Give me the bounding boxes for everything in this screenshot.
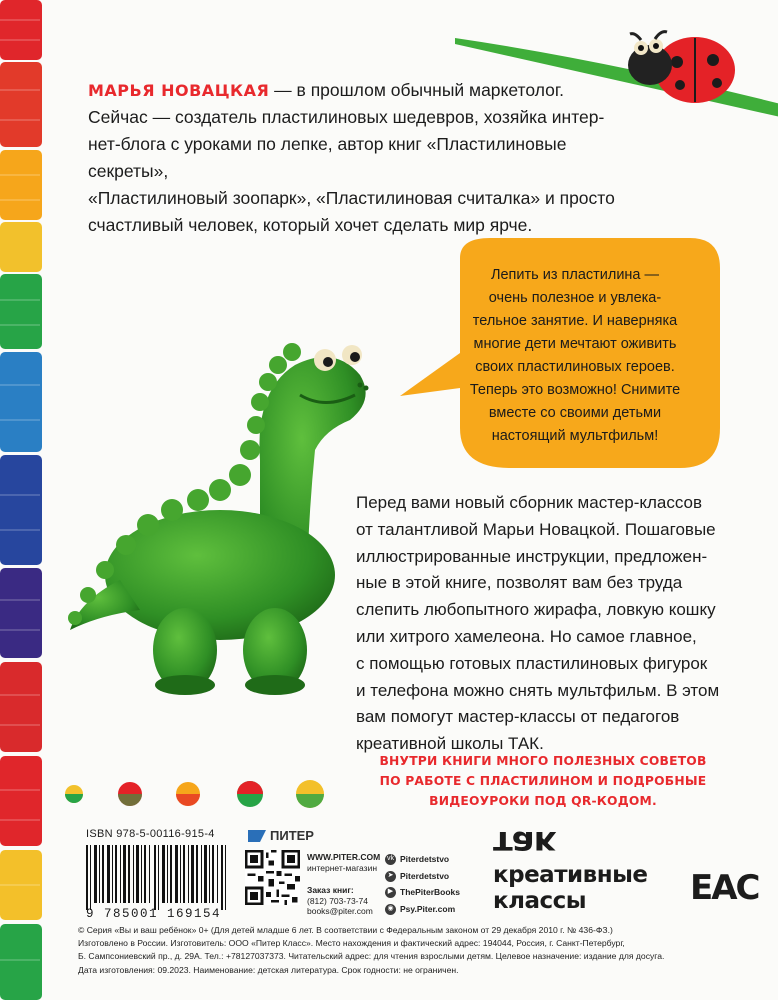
description-line: ные в этой книге, позволят вам без труда [356,573,683,593]
bubble-line: настоящий мультфильм! [491,428,659,444]
barcode-image [86,845,231,910]
social-label: Piterdetstvo [400,870,450,881]
description-line: иллюстрированные инструкции, предложен- [356,546,708,566]
bubble-line: тельное занятие. И наверняка [472,313,678,329]
description-line: от талантливой Марьи Новацкой. Пошаговые [356,519,716,539]
author-line: счастливый человек, который хочет сделать мир ярче. [88,215,533,235]
tak-brand-line: креативные [493,862,648,888]
legal-line: Изготовлено в России. Изготовитель: ООО «Питер Класс». Место нахождения и фактический адрес: 194044, Россия, г. Санкт-Петербург, [78,938,625,949]
description-line: креативной школы ТАК. [356,734,544,754]
plasticine-strip [0,0,46,1000]
order-title: Заказ книг: [307,885,354,895]
author-line: нет-блога с уроками по лепке, автор книг «Пластилиновые секреты», [88,134,567,181]
promo-line: ВИДЕОУРОКИ ПОД QR-КОДОМ. [429,794,657,808]
vk-icon: vk [385,854,396,865]
promo-line: ВНУТРИ КНИГИ МНОГО ПОЛЕЗНЫХ СОВЕТОВ [379,754,707,768]
qr-code-image [245,850,300,905]
social-label: ThePiterBooks [400,887,460,898]
promo-line: ПО РАБОТЕ С ПЛАСТИЛИНОМ И ПОДРОБНЫЕ [379,774,707,788]
bubble-line: своих пластилиновых героев. [475,359,675,375]
social-item-youtube[interactable] [385,884,460,901]
telegram-icon: ➤ [385,871,396,882]
publisher-logo-text: ПИТЕР [270,828,314,843]
author-line: — в прошлом обычный маркетолог. [269,80,564,100]
social-links [385,851,460,918]
author-line: «Пластилиновый зоопарк», «Пластилиновая считалка» и просто [88,188,615,208]
site-link[interactable]: WWW.PITER.COM [307,852,381,862]
youtube-icon: ▶ [385,887,396,898]
description-line: или хитрого хамелеона. Но самое главное, [356,626,697,646]
author-line: Сейчас — создатель пластилиновых шедевров, хозяйка интер- [88,107,605,127]
isbn-label: ISBN 978-5-00116-915-4 [86,828,215,840]
bubble-line: Лепить из пластилина — [490,267,660,283]
order-info [307,885,373,917]
tak-brand-line: классы [493,888,587,914]
legal-line: Б. Сампсониевский пр., д. 29А. Тел.: +78127037373. Читательский адрес: для чтения взрослыми детям. Целевое назначение: издание для досуга. [78,951,665,962]
bubble-line: многие дети мечтают оживить [473,336,677,352]
book-description [356,490,726,758]
bubble-line: вместе со своими детьми [488,405,662,421]
bubble-line: очень полезное и увлека- [488,290,662,306]
plasticine-balls-illustration [60,776,340,816]
social-label: Psy.Piter.com [400,904,456,915]
tak-brand-text [493,862,647,914]
order-phone: (812) 703-73-74 [307,895,368,906]
promo-text [363,751,723,811]
tak-logo: так [493,823,556,863]
legal-text [78,924,743,977]
plasticine-dinosaur-illustration [60,330,390,700]
bubble-line: Теперь это возможно! Снимите [469,382,681,398]
description-line: слепить любопытного жирафа, ловкую кошку [356,600,716,620]
eac-mark: EAC [690,868,759,908]
publisher-site [307,852,380,874]
publisher-logo [248,828,314,843]
social-item-telegram[interactable] [385,868,460,885]
order-email[interactable]: books@piter.com [307,906,373,916]
description-line: с помощью готовых пластилиновых фигурок [356,653,708,673]
piter-logo-icon [248,830,266,842]
social-item-vk[interactable] [385,851,460,868]
author-name: МАРЬЯ НОВАЦКАЯ [88,81,270,100]
barcode-number: 9 785001 169154 [86,907,222,921]
site-caption: интернет-магазин [307,863,378,873]
description-line: и телефона можно снять мультфильм. В этом [356,680,720,700]
author-bio [88,77,648,239]
social-item-web[interactable] [385,901,460,918]
social-label: Piterdetstvo [400,854,450,864]
description-line: Перед вами новый сборник мастер-классов [356,493,703,512]
description-line: вам помогут мастер-классы от педагогов [356,707,680,727]
legal-line: Дата изготовления: 09.2023. Наименование: детская литература. Срок годности: не ограничен. [78,964,459,975]
web-icon: ◉ [385,904,396,915]
bubble-text [450,264,700,448]
legal-line: © Серия «Вы и ваш ребёнок» 0+ (Для детей младше 6 лет. В соответствии с Федеральным законом от 29 декабря 2010 г. № 436-ФЗ.) [78,925,613,935]
